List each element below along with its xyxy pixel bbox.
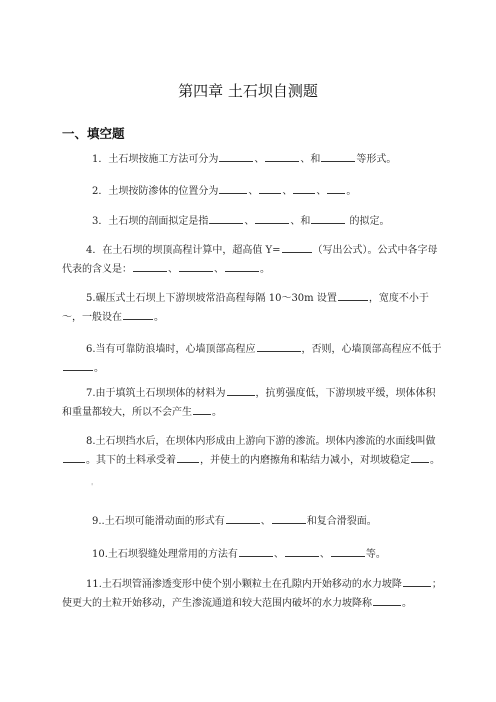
answer-blank[interactable] bbox=[265, 150, 299, 162]
question-3: 3．土石坝的剖面拟定是指 、 、和 的拟定。 bbox=[92, 212, 472, 231]
question-10: 10.土石坝裂缝处理常用的方法有 、 、 等。 bbox=[92, 545, 472, 564]
answer-blank[interactable] bbox=[403, 575, 431, 587]
answer-blank[interactable] bbox=[331, 545, 365, 557]
question-4: 4．在土石坝的坝顶高程计算中，超高值 Y= （写出公式）。公式中各字母代表的含义是： 、 、 。 bbox=[62, 241, 442, 279]
answer-blank[interactable] bbox=[338, 289, 368, 301]
question-8: 8.土石坝挡水后，在坝体内形成由上游向下游的渗流。坝体内渗流的水面线叫做。其下的土料承受着 ，并使土的内磨擦角和粘结力减小，对坝坡稳定 。 bbox=[62, 432, 442, 470]
section-heading: 一、填空题 bbox=[62, 126, 125, 141]
question-5: 5.碾压式土石坝上下游坝坡常沿高程每隔 10～30m 设置 ，宽度不小于～，一般设在 。 bbox=[62, 289, 442, 327]
answer-blank[interactable] bbox=[209, 212, 243, 224]
stray-mark: ' bbox=[91, 482, 94, 491]
answer-blank[interactable] bbox=[311, 212, 345, 224]
question-2: 2．土坝按防渗体的位置分为 、 、 、 。 bbox=[92, 182, 472, 201]
answer-blank[interactable] bbox=[293, 182, 315, 194]
answer-blank[interactable] bbox=[282, 241, 312, 253]
chapter-title: 第四章 土石坝自测题 bbox=[178, 82, 318, 100]
answer-blank[interactable] bbox=[225, 260, 259, 272]
answer-blank[interactable] bbox=[133, 260, 167, 272]
question-9: 9..土石坝可能滑动面的形式有 、 和复合滑裂面。 bbox=[92, 512, 472, 531]
answer-blank[interactable] bbox=[255, 212, 289, 224]
answer-blank[interactable] bbox=[327, 182, 345, 194]
answer-blank[interactable] bbox=[285, 545, 319, 557]
answer-blank[interactable] bbox=[219, 182, 247, 194]
answer-blank[interactable] bbox=[63, 451, 85, 463]
answer-blank[interactable] bbox=[219, 150, 253, 162]
answer-blank[interactable] bbox=[321, 150, 355, 162]
answer-blank[interactable] bbox=[179, 260, 213, 272]
question-1: 1．土石坝按施工方法可分为 、 、和 等形式。 bbox=[92, 150, 472, 169]
answer-blank[interactable] bbox=[411, 451, 429, 463]
answer-blank[interactable] bbox=[226, 512, 260, 524]
question-6: 6.当有可靠防浪墙时，心墙顶部高程应 ，否则，心墙顶部高程应不低于。 bbox=[62, 340, 442, 378]
question-11: 11.土石坝管涌渗透变形中使个别小颗粒土在孔隙内开始移动的水力坡降 ；使更大的土粒开始移动，产生渗流通道和较大范围内破坏的水力坡降称 。 bbox=[62, 575, 442, 613]
answer-blank[interactable] bbox=[123, 308, 153, 320]
answer-blank[interactable] bbox=[63, 359, 93, 371]
answer-blank[interactable] bbox=[227, 384, 255, 396]
answer-blank[interactable] bbox=[193, 403, 211, 415]
answer-blank[interactable] bbox=[259, 182, 281, 194]
answer-blank[interactable] bbox=[272, 512, 306, 524]
answer-blank[interactable] bbox=[257, 340, 301, 352]
answer-blank[interactable] bbox=[177, 451, 199, 463]
answer-blank[interactable] bbox=[239, 545, 273, 557]
question-7: 7.由于填筑土石坝坝体的材料为 ，抗剪强度低，下游坝坡平缓，坝体体积和重量都较大，所以不会产生 。 bbox=[62, 384, 442, 422]
answer-blank[interactable] bbox=[373, 594, 401, 606]
